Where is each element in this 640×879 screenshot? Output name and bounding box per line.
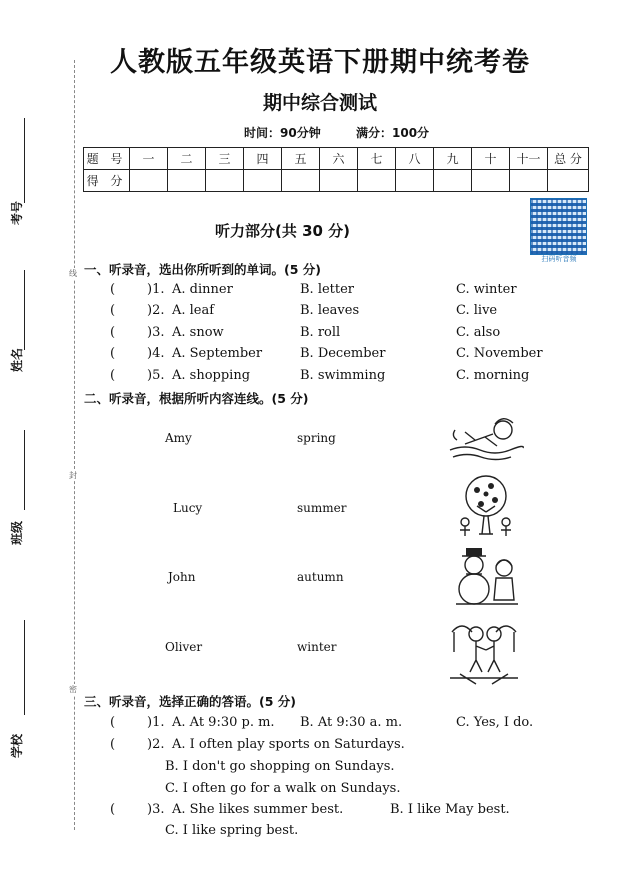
q3-item-number: )3. bbox=[147, 802, 165, 817]
q2-season-spring[interactable]: spring bbox=[297, 431, 336, 445]
time-label: 时间：90分钟 bbox=[244, 126, 321, 140]
score-cell: 三 bbox=[206, 148, 244, 170]
q1-option-a: A. shopping bbox=[172, 368, 251, 383]
score-input-cell[interactable] bbox=[358, 170, 396, 192]
score-input-cell[interactable] bbox=[244, 170, 282, 192]
score-cell: 七 bbox=[358, 148, 396, 170]
q1-item-number: )5. bbox=[147, 368, 165, 383]
q1-option-b: B. leaves bbox=[300, 303, 360, 318]
score-cell: 五 bbox=[282, 148, 320, 170]
cut-mark-secret: 密 bbox=[66, 684, 80, 695]
score-input-cell[interactable] bbox=[548, 170, 589, 192]
cut-line bbox=[74, 60, 75, 830]
q2-name-oliver[interactable]: Oliver bbox=[165, 640, 203, 654]
score-cell: 总 分 bbox=[548, 148, 589, 170]
answer-paren[interactable]: ( bbox=[110, 325, 116, 340]
q1-option-b: B. letter bbox=[300, 282, 355, 297]
side-label-exam-number: 考号 bbox=[10, 200, 24, 225]
cut-mark-line: 线 bbox=[66, 268, 80, 279]
score-input-cell[interactable] bbox=[510, 170, 548, 192]
q3-item-number: )2. bbox=[147, 737, 165, 752]
q1-option-b: B. December bbox=[300, 346, 386, 361]
q3-item-number: )1. bbox=[147, 715, 165, 730]
score-cell: 题 号 bbox=[84, 148, 130, 170]
q1-item-number: )4. bbox=[147, 346, 165, 361]
q1-option-c: C. November bbox=[456, 346, 543, 361]
q3-2-option-b: B. I don't go shopping on Sundays. bbox=[165, 759, 395, 774]
tree-picture-icon[interactable] bbox=[455, 472, 517, 544]
score-table-score-row bbox=[84, 170, 589, 192]
q3-3-option-b: B. I like May best. bbox=[390, 802, 510, 817]
q1-item-number: )3. bbox=[147, 325, 165, 340]
score-cell: 四 bbox=[244, 148, 282, 170]
q2-season-summer[interactable]: summer bbox=[297, 501, 347, 515]
score-table bbox=[83, 147, 589, 192]
side-label-class: 班级 bbox=[10, 520, 24, 545]
q3-3-option-a: A. She likes summer best. bbox=[172, 802, 344, 817]
answer-paren[interactable]: ( bbox=[110, 282, 116, 297]
score-input-cell[interactable] bbox=[168, 170, 206, 192]
q3-2-option-a: A. I often play sports on Saturdays. bbox=[172, 737, 405, 752]
score-cell: 二 bbox=[168, 148, 206, 170]
answer-paren[interactable]: ( bbox=[110, 737, 116, 752]
q1-option-a: A. dinner bbox=[172, 282, 233, 297]
q1-option-a: A. leaf bbox=[172, 303, 215, 318]
score-cell: 十一 bbox=[510, 148, 548, 170]
q2-season-autumn[interactable]: autumn bbox=[297, 570, 344, 584]
q1-option-a: A. September bbox=[172, 346, 263, 361]
answer-paren[interactable]: ( bbox=[110, 802, 116, 817]
score-input-cell[interactable] bbox=[396, 170, 434, 192]
q2-name-lucy[interactable]: Lucy bbox=[173, 501, 203, 515]
answer-paren[interactable]: ( bbox=[110, 368, 116, 383]
answer-paren[interactable]: ( bbox=[110, 303, 116, 318]
q1-option-c: C. winter bbox=[456, 282, 517, 297]
walking-picture-icon[interactable] bbox=[446, 612, 522, 688]
score-table-header-row bbox=[84, 148, 589, 170]
score-cell: 一 bbox=[130, 148, 168, 170]
side-line-school bbox=[24, 620, 25, 715]
q2-name-amy[interactable]: Amy bbox=[165, 431, 192, 445]
side-label-name: 姓名 bbox=[10, 347, 24, 372]
score-input-cell[interactable] bbox=[320, 170, 358, 192]
page-subtitle: 期中综合测试 bbox=[262, 92, 377, 114]
score-input-cell[interactable] bbox=[472, 170, 510, 192]
score-label: 满分：100分 bbox=[356, 126, 430, 140]
score-input-cell[interactable] bbox=[282, 170, 320, 192]
q1-option-b: B. swimming bbox=[300, 368, 386, 383]
q3-1-option-a: A. At 9:30 p. m. bbox=[172, 715, 275, 730]
score-cell: 六 bbox=[320, 148, 358, 170]
qr-code-icon[interactable] bbox=[530, 198, 587, 255]
score-input-cell[interactable] bbox=[130, 170, 168, 192]
side-line-name bbox=[24, 270, 25, 350]
q3-2-option-c: C. I often go for a walk on Sundays. bbox=[165, 781, 401, 796]
qr-code-label: 扫码听音频 bbox=[541, 255, 577, 263]
score-input-cell[interactable] bbox=[206, 170, 244, 192]
answer-paren[interactable]: ( bbox=[110, 715, 116, 730]
q3-1-option-c: C. Yes, I do. bbox=[456, 715, 534, 730]
side-line-class bbox=[24, 430, 25, 510]
q1-option-a: A. snow bbox=[172, 325, 224, 340]
swimming-picture-icon[interactable] bbox=[445, 410, 525, 462]
score-cell: 十 bbox=[472, 148, 510, 170]
q1-option-c: C. also bbox=[456, 325, 501, 340]
q2-heading: 二、听录音，根据所听内容连线。(5 分) bbox=[84, 391, 309, 406]
q3-3-option-c: C. I like spring best. bbox=[165, 823, 299, 838]
side-label-school: 学校 bbox=[10, 733, 24, 758]
cut-mark-seal: 封 bbox=[66, 470, 80, 481]
q2-name-john[interactable]: John bbox=[168, 570, 196, 584]
q3-heading: 三、听录音，选择正确的答语。(5 分) bbox=[84, 694, 296, 709]
q3-1-option-b: B. At 9:30 a. m. bbox=[300, 715, 403, 730]
section-title: 听力部分(共 30 分) bbox=[215, 222, 351, 240]
score-cell: 八 bbox=[396, 148, 434, 170]
score-input-cell[interactable] bbox=[434, 170, 472, 192]
page-title: 人教版五年级英语下册期中统考卷 bbox=[110, 47, 530, 78]
score-cell: 九 bbox=[434, 148, 472, 170]
score-row-label: 得 分 bbox=[84, 170, 130, 192]
q1-option-c: C. morning bbox=[456, 368, 530, 383]
snowman-picture-icon[interactable] bbox=[452, 546, 522, 608]
q2-season-winter[interactable]: winter bbox=[297, 640, 337, 654]
q1-heading: 一、听录音，选出你所听到的单词。(5 分) bbox=[84, 262, 321, 277]
q1-option-c: C. live bbox=[456, 303, 498, 318]
q1-item-number: )1. bbox=[147, 282, 165, 297]
answer-paren[interactable]: ( bbox=[110, 346, 116, 361]
q1-option-b: B. roll bbox=[300, 325, 341, 340]
side-line-exam-number bbox=[24, 118, 25, 203]
q1-item-number: )2. bbox=[147, 303, 165, 318]
